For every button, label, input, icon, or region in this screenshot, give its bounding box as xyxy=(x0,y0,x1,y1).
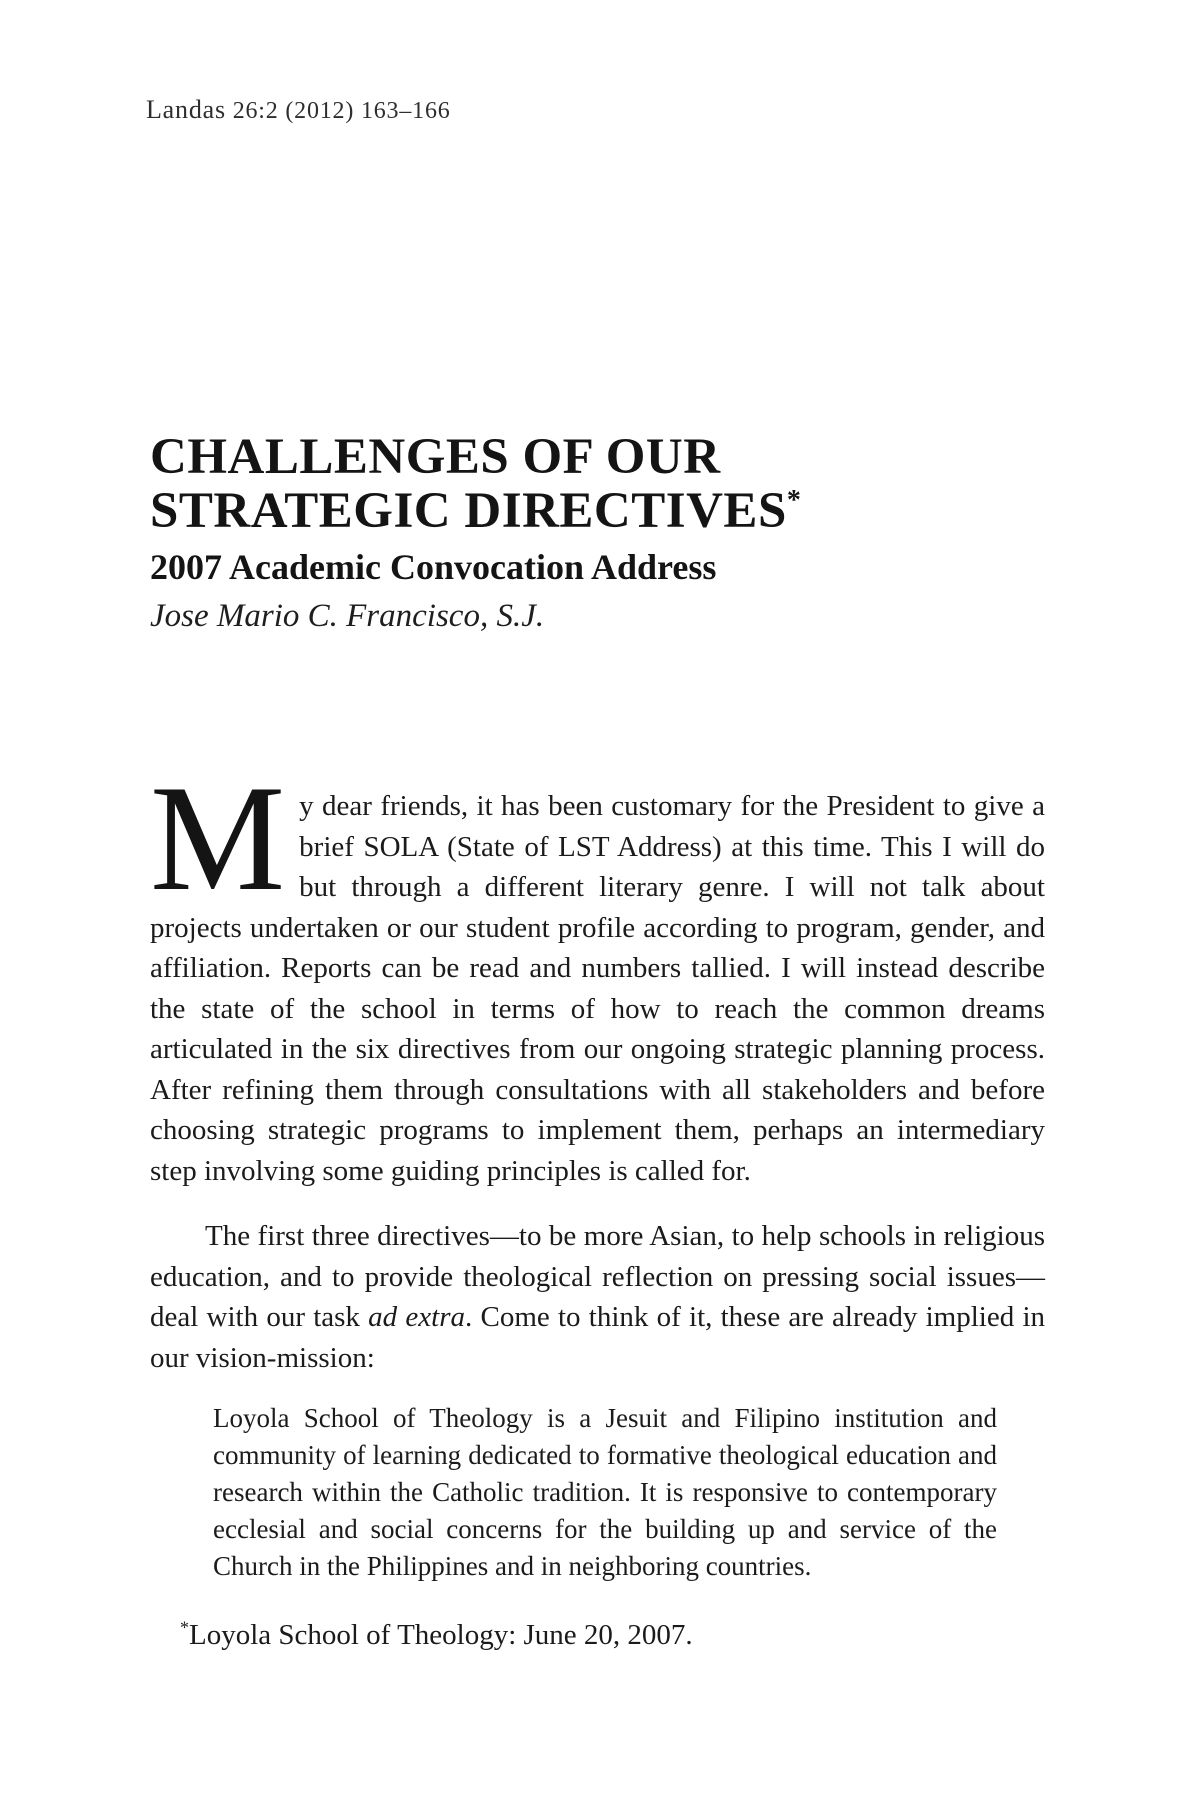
vision-mission-quote: Loyola School of Theology is a Jesuit and Filipino institution and community of learning dedicated to formative theological education and research within the Catholic tradition. It is responsive to contemporary ecclesial and social concerns for the building up and service of the Church in the Philippines and in neighboring countries. xyxy=(213,1403,997,1581)
article-title xyxy=(150,430,801,538)
journal-name: Landas xyxy=(146,95,226,124)
footnote-marker: * xyxy=(180,1617,189,1638)
article-subtitle: 2007 Academic Convocation Address xyxy=(150,547,717,587)
footnote-text: Loyola School of Theology: June 20, 2007. xyxy=(188,1619,693,1651)
second-paragraph xyxy=(150,1216,1045,1378)
drop-cap: M xyxy=(150,754,286,922)
journal-citation-rest: 26:2 (2012) 163–166 xyxy=(225,98,451,124)
author-name: Jose Mario C. Francisco, S.J. xyxy=(150,598,545,634)
article-body xyxy=(150,754,1046,1655)
article-title-line2: STRATEGIC DIRECTIVES xyxy=(150,483,787,539)
opening-paragraph-text: y dear friends, it has been customary for the President to give a brief SOLA (State of LST Address) at this time. This I will do but through a different literary genre. I will not talk about projects undertaken or our student profile according to program, gender, and affiliation. Reports can be read and numbers tallied. I will instead describe the state of the school in terms of how to reach the common dreams articulated in the six directives from our ongoing strategic planning process. After refining them through consultations with all stakeholders and before choosing strategic programs to implement them, perhaps an intermediary step involving some guiding principles is called for. xyxy=(150,790,1045,1187)
second-paragraph-text-start: The first three directives—to be more Asian, to help schools in religious education, and to provide theological reflection on pressing social issues—deal with our task xyxy=(150,1220,1045,1333)
article-title-line1: CHALLENGES OF OUR xyxy=(150,429,721,485)
title-footnote-marker: * xyxy=(786,485,802,516)
footnote xyxy=(150,1615,1045,1655)
opening-paragraph xyxy=(150,754,1045,1191)
journal-citation xyxy=(146,95,451,125)
second-paragraph-text-end: . Come to think of it, these are already implied in our vision-mission: xyxy=(150,1301,1046,1374)
latin-phrase: ad extra xyxy=(368,1301,465,1333)
